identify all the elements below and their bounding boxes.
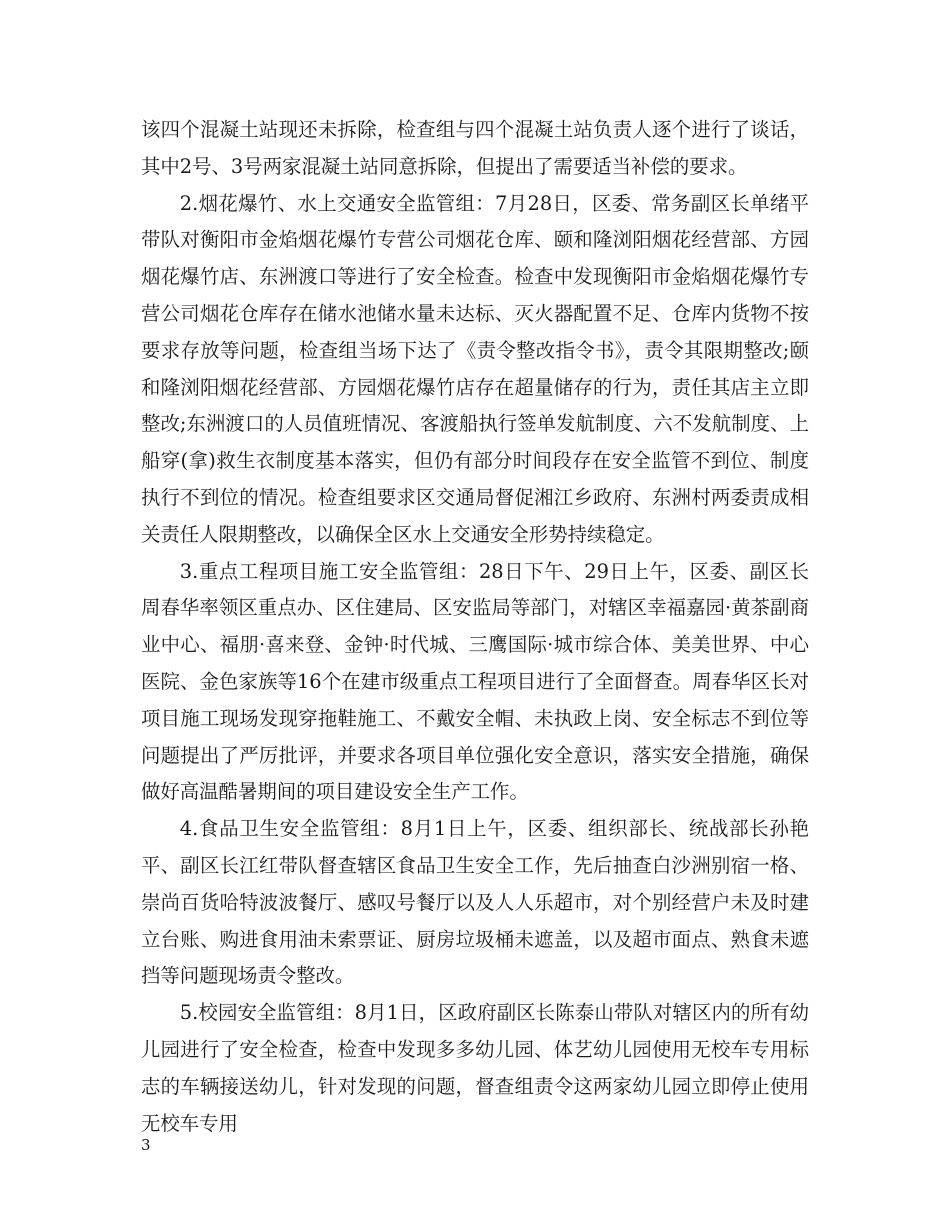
paragraph-food-hygiene: 4.食品卫生安全监管组：8月1日上午，区委、组织部长、统战部长孙艳平、副区长江红带队督查辖区食品卫生安全工作，先后抽查白沙洲别宿一格、崇尚百货哈特波波餐厅、感叹号餐厅以及人人乐超市，对个别经营户未及时建立台账、购进食用油未索票证、厨房垃圾桶未遮盖，以及超市面点、熟食未遮挡等问题现场责令整改。 [141, 817, 809, 988]
paragraph-campus-safety: 5.校园安全监管组：8月1日，区政府副区长陈泰山带队对辖区内的所有幼儿园进行了安全检查，检查中发现多多幼儿园、体艺幼儿园使用无校车专用标志的车辆接送幼儿，针对发现的问题，督查组责令这两家幼儿园立即停止使用无校车专用 [141, 1001, 809, 1135]
document-body [141, 112, 809, 1142]
page-number: 3 [141, 1136, 151, 1154]
paragraph-fireworks-water-traffic: 2.烟花爆竹、水上交通安全监管组：7月28日，区委、常务副区长单绪平带队对衡阳市金焰烟花爆竹专营公司烟花仓库、颐和隆浏阳烟花经营部、方园烟花爆竹店、东洲渡口等进行了安全检查。检查中发现衡阳市金焰烟花爆竹专营公司烟花仓库存在储水池储水量未达标、灭火器配置不足、仓库内货物不按要求存放等问题，检查组当场下达了《责令整改指令书》，责令其限期整改;颐和隆浏阳烟花经营部、方园烟花爆竹店存在超量储存的行为，责任其店主立即整改;东洲渡口的人员值班情况、客渡船执行签单发航制度、六不发航制度、上船穿(拿)救生衣制度基本落实，但仍有部分时间段存在安全监管不到位、制度执行不到位的情况。检查组要求区交通局督促湘江乡政府、东洲村两委责成相关责任人限期整改，以确保全区水上交通安全形势持续稳定。 [141, 191, 809, 546]
paragraph-key-project-construction: 3.重点工程项目施工安全监管组：28日下午、29日上午，区委、副区长周春华率领区重点办、区住建局、区安监局等部门，对辖区幸福嘉园·黄茶副商业中心、福朋·喜来登、金钟·时代城、三鹰国际·城市综合体、美美世界、中心医院、金色家族等16个在建市级重点工程项目进行了全面督查。周春华区长对项目施工现场发现穿拖鞋施工、不戴安全帽、未执政上岗、安全标志不到位等问题提出了严厉批评，并要求各项目单位强化安全意识，落实安全措施，确保做好高温酷暑期间的项目建设安全生产工作。 [141, 559, 809, 804]
paragraph-continuation: 该四个混凝土站现还未拆除，检查组与四个混凝土站负责人逐个进行了谈话，其中2号、3号两家混凝土站同意拆除，但提出了需要适当补偿的要求。 [141, 118, 809, 178]
